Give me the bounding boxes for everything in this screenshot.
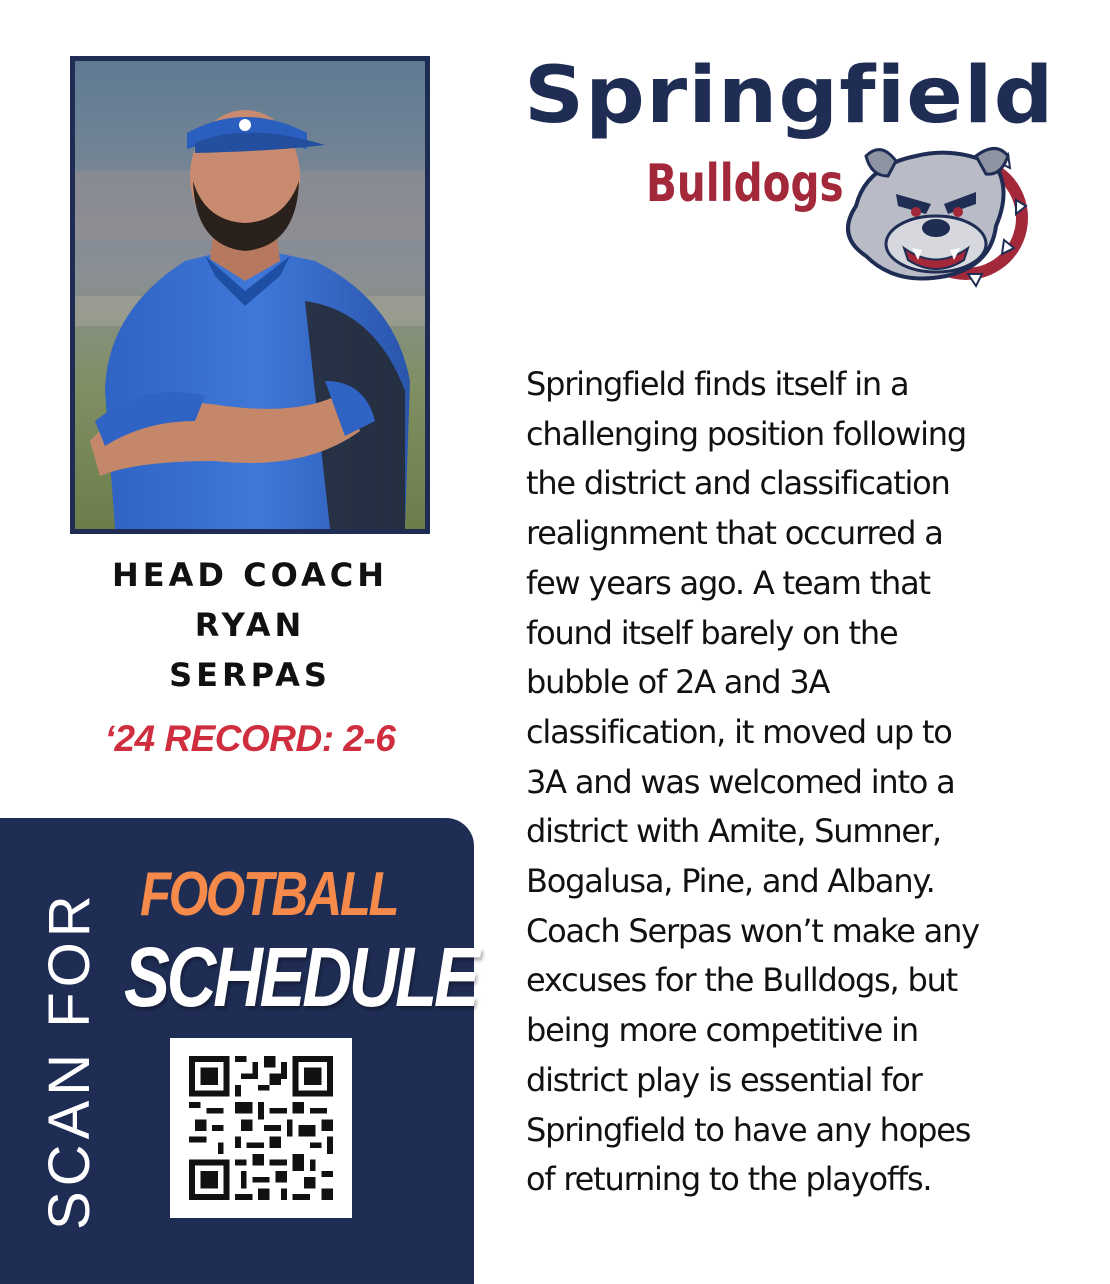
team-record: ‘24 RECORD: 2-6	[104, 718, 396, 759]
bio-line: realignment that occurred a	[526, 514, 943, 553]
coach-last-name: SERPAS	[169, 656, 331, 694]
bio-line: excuses for the Bulldogs, but	[526, 961, 958, 1000]
bio-line: Springfield to have any hopes	[526, 1110, 971, 1149]
team-name: Bulldogs	[646, 154, 844, 214]
qr-code[interactable]	[170, 1038, 352, 1218]
schedule-label: SCHEDULE	[124, 930, 477, 1024]
scan-for-label: SCAN FOR	[37, 890, 102, 1230]
bio-line: 3A and was welcomed into a	[526, 762, 955, 801]
football-label: FOOTBALL	[140, 860, 398, 929]
bio-line: the district and classification	[526, 464, 950, 503]
bio-line: district with Amite, Sumner,	[526, 812, 941, 851]
qr-code-icon	[189, 1056, 333, 1200]
bio-line: being more competitive in	[526, 1011, 918, 1050]
bio-line: classification, it moved up to	[526, 712, 952, 751]
bio-line: Coach Serpas won’t make any	[526, 911, 979, 950]
bio-line: Bogalusa, Pine, and Albany.	[526, 862, 935, 901]
school-name: Springfield	[524, 51, 1055, 141]
bio-line: few years ago. A team that	[526, 563, 930, 602]
coach-photo-image	[75, 61, 425, 529]
coach-info	[60, 550, 440, 700]
bio-line: challenging position following	[526, 414, 966, 453]
bio-line: bubble of 2A and 3A	[526, 663, 830, 702]
coach-first-name: RYAN	[194, 606, 306, 644]
bio-line: district play is essential for	[526, 1060, 922, 1099]
team-bio	[526, 360, 1046, 1205]
bio-line: of returning to the playoffs.	[526, 1160, 932, 1199]
coach-photo	[70, 56, 430, 534]
coach-title: HEAD COACH	[112, 556, 388, 594]
bio-line: Springfield finds itself in a	[526, 365, 909, 403]
bulldog-logo-icon	[826, 136, 1032, 302]
bio-line: found itself barely on the	[526, 613, 898, 652]
